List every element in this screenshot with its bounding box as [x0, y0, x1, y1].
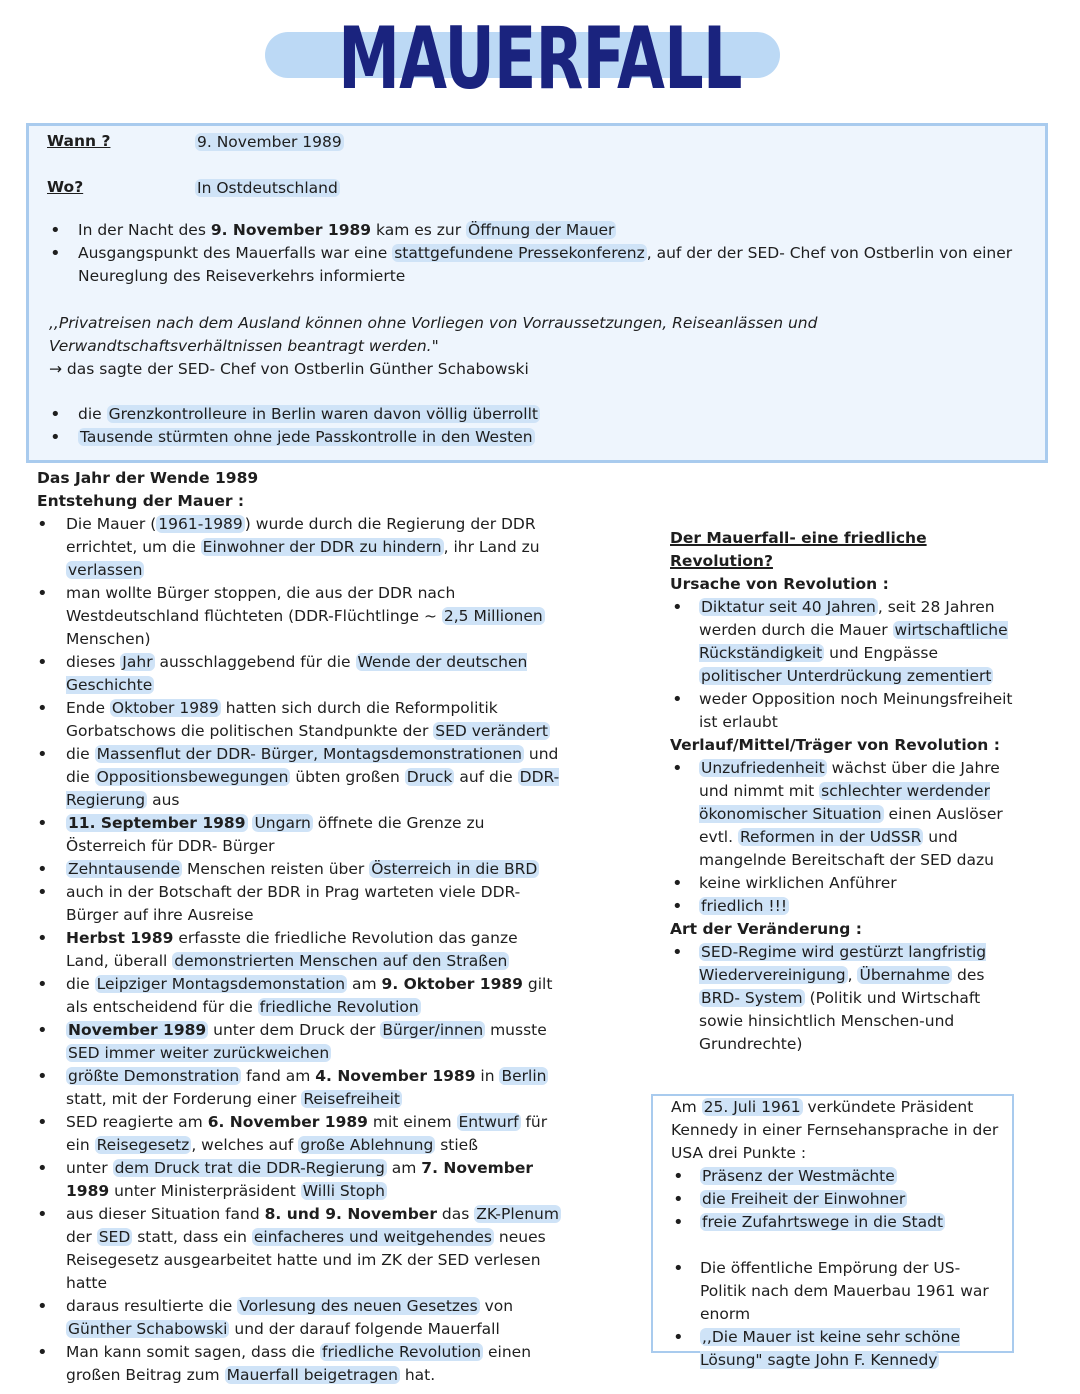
list-item: • aus dieser Situation fand 8. und 9. November das ZK-Plenum der SED statt, dass ein einfacheres und weitgehendes neues Reisegesetz ausgearbeitet hatte und im ZK der SED verlesen hatte [37, 1203, 562, 1295]
where-value: In Ostdeutschland [197, 179, 338, 197]
list-item: • ,,Die Mauer ist keine sehr schöne Lösung" sagte John F. Kennedy [671, 1326, 1002, 1372]
list-item: • Präsenz der Westmächte [671, 1165, 1002, 1188]
list-item: • Ende Oktober 1989 hatten sich durch die Reformpolitik Gorbatschows die politischen Standpunkte der SED verändert [37, 697, 562, 743]
wall-history-list [37, 513, 562, 1387]
left-column [37, 467, 562, 1387]
course-heading: Verlauf/Mittel/Träger von Revolution : [670, 736, 1000, 754]
list-item: • dieses Jahr ausschlaggebend für die Wende der deutschen Geschichte [37, 651, 562, 697]
list-item: • die Freiheit der Einwohner [671, 1188, 1002, 1211]
kennedy-points [671, 1165, 1002, 1234]
list-item: • auch in der Botschaft der BDR in Prag warteten viele DDR-Bürger auf ihre Ausreise [37, 881, 562, 927]
when-label: Wann ? [47, 132, 111, 150]
list-item: • größte Demonstration fand am 4. November 1989 in Berlin statt, mit der Forderung einer Reisefreiheit [37, 1065, 562, 1111]
right-column [670, 527, 1015, 1056]
list-item: • Ausgangspunkt des Mauerfalls war eine stattgefundene Pressekonferenz , auf der der SED- Chef von Ostberlin von einer Neureglung des Reiseverkehrs informierte [29, 242, 1019, 288]
summary-list [29, 219, 1019, 288]
list-item: • In der Nacht des 9. November 1989 kam es zur Öffnung der Mauer [29, 219, 1019, 242]
list-item: • die Leipziger Montagsdemonstation am 9. Oktober 1989 gilt als entscheidend für die friedliche Revolution [37, 973, 562, 1019]
list-item: • Tausende stürmten ohne jede Passkontrolle in den Westen [29, 426, 1019, 449]
title-area [0, 0, 1080, 118]
list-item: • friedlich !!! [670, 895, 1015, 918]
list-item: • daraus resultierte die Vorlesung des neuen Gesetzes von Günther Schabowski und der darauf folgende Mauerfall [37, 1295, 562, 1341]
list-item: • die Grenzkontrolleure in Berlin waren davon völlig überrollt [29, 403, 1019, 426]
list-item: • unter dem Druck trat die DDR-Regierung am 7. November 1989 unter Ministerpräsident Willi Stoph [37, 1157, 562, 1203]
list-item: • die Massenflut der DDR- Bürger, Montagsdemonstrationen und die Oppositionsbewegungen übten großen Druck auf die DDR-Regierung aus [37, 743, 562, 812]
section-heading: Das Jahr der Wende 1989 [37, 469, 259, 487]
summary-list-2 [29, 403, 1019, 449]
list-item: • Unzufriedenheit wächst über die Jahre und nimmt mit schlechter werdender ökonomischer Situation einen Auslöser evtl. Reformen in der UdSSR und mangelnde Bereitschaft der SED dazu [670, 757, 1015, 872]
list-item: • Herbst 1989 erfasste die friedliche Revolution das ganze Land, überall demonstrierten Menschen auf den Straßen [37, 927, 562, 973]
cause-heading: Ursache von Revolution : [670, 575, 889, 593]
list-item: • man wollte Bürger stoppen, die aus der DDR nach Westdeutschland flüchteten (DDR-Flüchtlinge ~ 2,5 Millionen Menschen) [37, 582, 562, 651]
section-subheading: Entstehung der Mauer : [37, 492, 245, 510]
when-value: 9. November 1989 [197, 133, 342, 151]
list-item: • 11. September 1989 Ungarn öffnete die Grenze zu Österreich für DDR- Bürger [37, 812, 562, 858]
list-item: • Die Mauer ( 1961-1989 ) wurde durch die Regierung der DDR errichtet, um die Einwohner der DDR zu hindern , ihr Land zu verlassen [37, 513, 562, 582]
where-label: Wo? [47, 178, 84, 196]
list-item: • Die öffentliche Empörung der US-Politik nach dem Mauerbau 1961 war enorm [671, 1257, 1002, 1326]
quote: ,,Privatreisen nach dem Ausland können ohne Vorliegen von Vorraussetzungen, Reiseanlässen und Verwandtschaftsverhältnissen beantragt werden." [49, 314, 818, 355]
list-item: • freie Zufahrtswege in die Stadt [671, 1211, 1002, 1234]
list-item: • keine wirklichen Anführer [670, 872, 1015, 895]
page-title: MAUERFALL [338, 9, 742, 109]
summary-box [26, 123, 1048, 463]
list-item: • November 1989 unter dem Druck der Bürger/innen musste SED immer weiter zurückweichen [37, 1019, 562, 1065]
course-list [670, 757, 1015, 918]
change-list [670, 941, 1015, 1056]
list-item: • Zehntausende Menschen reisten über Österreich in die BRD [37, 858, 562, 881]
kennedy-notes [671, 1257, 1002, 1372]
list-item: • Man kann somit sagen, dass die friedliche Revolution einen großen Beitrag zum Mauerfall beigetragen hat. [37, 1341, 562, 1387]
kennedy-intro: Am 25. Juli 1961 verkündete Präsident Kennedy in einer Fernsehansprache in der USA drei Punkte : [671, 1098, 999, 1162]
list-item: • Diktatur seit 40 Jahren , seit 28 Jahren werden durch die Mauer wirtschaftliche Rückständigkeit und Engpässe politischer Unterdrückung zementiert [670, 596, 1015, 688]
list-item: • SED reagierte am 6. November 1989 mit einem Entwurf für ein Reisegesetz , welches auf große Ablehnung stieß [37, 1111, 562, 1157]
change-heading: Art der Veränderung : [670, 920, 862, 938]
cause-list [670, 596, 1015, 734]
list-item: • weder Opposition noch Meinungsfreiheit ist erlaubt [670, 688, 1015, 734]
list-item: • SED-Regime wird gestürzt langfristig Wiedervereinigung , Übernahme des BRD- System (Politik und Wirtschaft sowie hinsichtlich Menschen-und Grundrechte) [670, 941, 1015, 1056]
quote-attribution: → das sagte der SED- Chef von Ostberlin Günther Schabowski [49, 360, 529, 378]
revolution-title: Der Mauerfall- eine friedliche Revolution? [670, 529, 927, 570]
kennedy-box [651, 1094, 1014, 1369]
